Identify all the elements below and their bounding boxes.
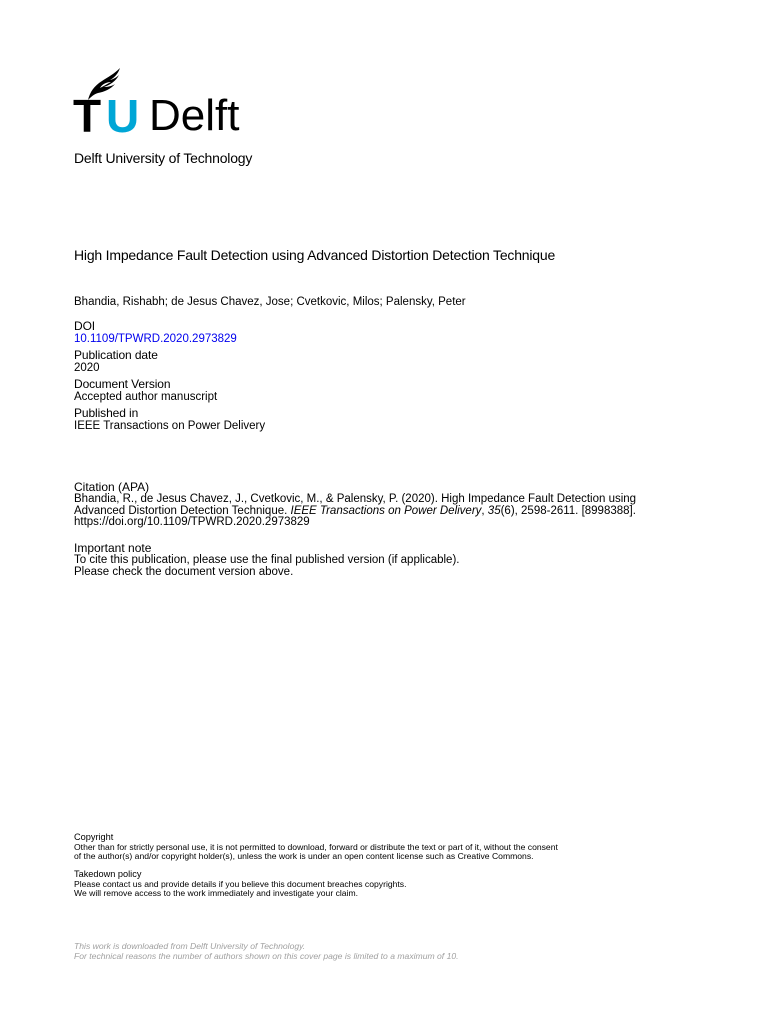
copyright-label: Copyright [74, 832, 114, 842]
authors-list: Bhandia, Rishabh; de Jesus Chavez, Jose; Cvetkovic, Milos; Palensky, Peter [74, 296, 466, 308]
copyright-line1: Other than for strictly personal use, it is not permitted to download, forward or distribute the text or part of it, without the consent [74, 841, 558, 852]
citation-block [74, 481, 684, 529]
publication-date-field [74, 349, 158, 375]
important-note-line1: To cite this publication, please use the final published version (if applicable). [74, 554, 460, 566]
copyright-block [74, 833, 558, 862]
footer-line2: For technical reasons the number of authors shown on this cover page is limited to a maximum of 10. [74, 950, 459, 961]
citation-part1: Bhandia, R., de Jesus Chavez, J., Cvetkovic, M., & Palensky, P. (2020). High Impedance Fault Detection using Advanced Distortion Detection Technique. [74, 493, 637, 517]
published-in-value: IEEE Transactions on Power Delivery [74, 420, 266, 432]
citation-journal: IEEE Transactions on Power Delivery [290, 504, 482, 517]
citation-volume: 35 [487, 504, 501, 517]
published-in-field [74, 407, 265, 433]
cover-page [74, 0, 694, 1024]
important-note-line2: Please check the document version above. [74, 566, 294, 578]
publication-date-value: 2020 [74, 362, 100, 374]
tu-delft-logo [73, 66, 274, 142]
footer-line1: This work is downloaded from Delft University of Technology. [74, 941, 306, 951]
citation-part2: (6), 2598-2611. [8998388]. https://doi.org/10.1109/TPWRD.2020.2973829 [74, 504, 636, 528]
citation-sep: , [481, 504, 488, 517]
document-version-field [74, 378, 217, 404]
takedown-line1: Please contact us and provide details if you believe this document breaches copyrights. [74, 878, 407, 889]
citation-text [74, 494, 684, 529]
logo-wordmark: Delft [149, 91, 240, 140]
important-note-label: Important note [74, 541, 152, 555]
document-version-value: Accepted author manuscript [74, 391, 218, 403]
logo-letter-t: T [73, 90, 101, 142]
takedown-label: Takedown policy [74, 869, 142, 879]
publication-date-label: Publication date [74, 348, 158, 362]
published-in-label: Published in [74, 406, 139, 420]
takedown-block [74, 870, 406, 899]
logo-letter-u: U [106, 90, 139, 142]
university-name: Delft University of Technology [74, 150, 253, 166]
document-version-label: Document Version [74, 377, 171, 391]
important-note [74, 542, 459, 578]
doi-field [74, 320, 237, 346]
doi-link[interactable]: 10.1109/TPWRD.2020.2973829 [74, 333, 237, 345]
citation-label: Citation (APA) [74, 480, 150, 494]
takedown-line2: We will remove access to the work immediately and investigate your claim. [74, 888, 359, 899]
document-title: High Impedance Fault Detection using Advanced Distortion Detection Technique [74, 247, 556, 263]
download-footer [74, 942, 459, 961]
copyright-line2: of the author(s) and/or copyright holder(s), unless the work is under an open content license such as Creative Commons. [74, 851, 534, 862]
doi-label: DOI [74, 319, 96, 333]
